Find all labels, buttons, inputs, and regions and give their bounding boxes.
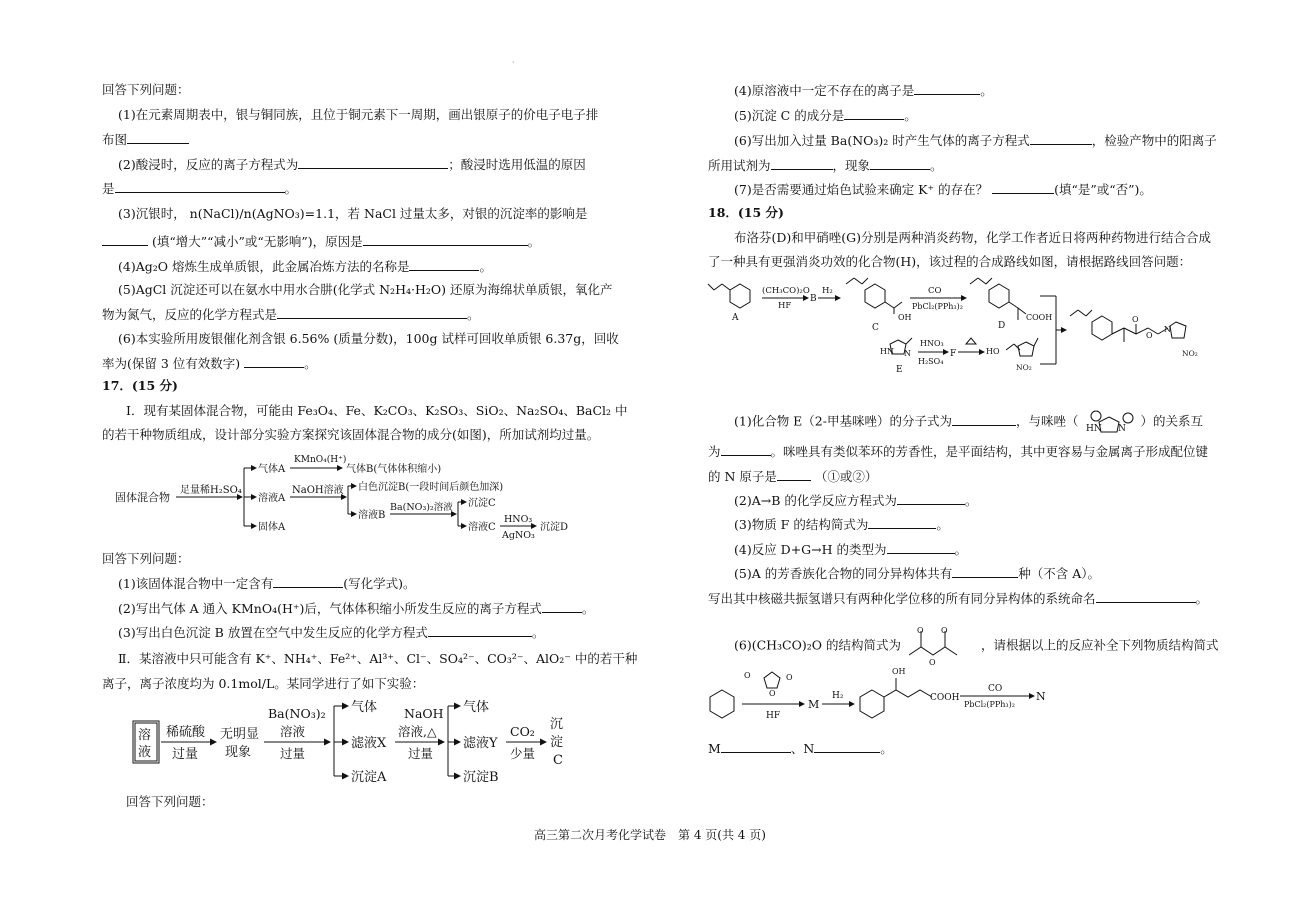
answer-blank[interactable]: [777, 468, 811, 481]
flow-reagent: Ba(NO₃)₂溶液: [390, 502, 453, 513]
answer-blank[interactable]: [244, 355, 304, 368]
answer-blank[interactable]: [721, 443, 771, 456]
flow-node: 沉淀C: [468, 498, 496, 509]
text-line: (3)沉银时， n(NaCl)/n(AgNO₃)=1.1，若 NaCl 过量太多，对银的沉淀率的影响是: [118, 206, 588, 221]
text-line: (2)A→B 的化学反应方程式为 。: [734, 493, 978, 508]
reagent: HF: [766, 711, 781, 721]
flow-node: 固体A: [258, 522, 286, 533]
flow-node: 气体B(气体体积缩小): [346, 464, 442, 475]
atom-label: HN: [1086, 424, 1103, 434]
flow-reagent: 少量: [510, 746, 536, 761]
text-line: 所用试剂为 ，现象 。: [708, 158, 943, 173]
text-line: (6)本实验所用废银催化剂含银 6.56% (质量分数)，100g 试样可回收单质银 6.37g，回收: [118, 331, 619, 346]
text-line: (5)A 的芳香族化合物的同分异构体共有 种（不含 A）。: [734, 566, 1100, 581]
reagent: H₂: [822, 286, 833, 296]
group-label: OH: [898, 313, 912, 322]
group-label: OH: [892, 667, 906, 676]
group-label: HN: [880, 347, 894, 356]
answer-blank[interactable]: [277, 306, 467, 319]
flow-node: 溶液B: [358, 510, 386, 521]
text-line: (填“增大”“减小”或“无影响”)，原因是 。: [102, 233, 540, 250]
atom-label: O: [786, 673, 793, 682]
answer-blank[interactable]: [1096, 590, 1196, 603]
flow-node: 溶液C: [468, 522, 496, 533]
flow-reagent: HNO₃: [504, 514, 533, 525]
question-heading: 18．(15 分): [708, 205, 784, 220]
answer-blank[interactable]: [542, 600, 582, 613]
group-label: NO₂: [1016, 363, 1032, 372]
flowchart-solution: [130, 696, 590, 786]
text-line: (5)沉淀 C 的成分是 。: [734, 108, 917, 123]
text-line: 回答下列问题：: [102, 82, 190, 97]
text-line: 回答下列问题：: [126, 794, 214, 809]
reagent: PbCl₂(PPh₃)₂: [912, 302, 963, 311]
reagent: PbCl₂(PPh₃)₂: [964, 700, 1015, 709]
compound-label: E: [896, 365, 903, 375]
answer-blank[interactable]: [115, 180, 285, 193]
reagent: H₂SO₄: [918, 357, 944, 366]
text-line: (4)原溶液中一定不存在的离子是 。: [734, 83, 993, 98]
flow-node: 白色沉淀B(一段时间后颜色加深): [358, 482, 504, 493]
text-line: 的 N 原子是 （①或②）: [708, 469, 878, 484]
answer-blank[interactable]: [887, 541, 955, 554]
flow-node: 气体: [351, 700, 378, 715]
answer-blank[interactable]: [298, 156, 448, 169]
text-line: (6)(CH₃CO)₂O 的结构简式为 O O O ，请根据以上的反应补全下列物质结构简式: [734, 626, 1219, 667]
flow-reagent: KMnO₄(H⁺): [294, 455, 347, 465]
flow-reagent: NaOH溶液: [292, 485, 344, 496]
text-line: 为 。咪唑具有类似苯环的芳香性，是平面结构，其中更容易与金属离子形成配位键: [708, 444, 1209, 459]
group-label: COOH: [1026, 313, 1053, 322]
atom-label: O: [940, 626, 948, 635]
text-line: 回答下列问题：: [102, 551, 190, 566]
flow-node: 溶液A: [258, 493, 286, 504]
group-label: COOH: [930, 693, 960, 703]
flowchart-solid-mixture: [110, 450, 590, 545]
answer-blank[interactable]: [409, 258, 479, 271]
text-line: (2)写出气体 A 通入 KMnO₄(H⁺)后，气体体积缩小所发生反应的离子方程式 。: [118, 601, 595, 616]
answer-blank[interactable]: [897, 492, 965, 505]
text-line: (3)物质 F 的结构简式为 。: [734, 517, 949, 532]
atom-label: O: [744, 671, 751, 680]
text-line: Ⅱ．某溶液中只可能含有 K⁺、NH₄⁺、Fe²⁺、Al³⁺、Cl⁻、SO₄²⁻、CO₃²⁻、AlO₂⁻ 中的若干种: [118, 651, 638, 666]
group-label: HO: [986, 347, 1000, 356]
flow-node: 无明显: [220, 727, 260, 742]
compound-label: A: [732, 313, 739, 323]
flow-node: 气体A: [258, 464, 286, 475]
question-heading: 17．(15 分): [102, 378, 178, 393]
flow-reagent: 过量: [280, 746, 306, 761]
answer-blank[interactable]: [844, 107, 904, 120]
flow-reagent: CO₂: [510, 724, 535, 739]
atom-label: O: [916, 626, 924, 635]
answer-blank[interactable]: [1030, 132, 1092, 145]
text-line: 写出其中核磁共振氢谱只有两种化学位移的所有同分异构体的系统命名 。: [708, 591, 1209, 606]
reagent: HF: [778, 301, 792, 311]
flow-reagent: 过量: [408, 746, 434, 761]
text-line: 的若干种物质组成，设计部分实验方案探究该固体混合物的成分(如图)，所加试剂均过量。: [102, 427, 600, 442]
text-line: 离子，离子浓度均为 0.1mol/L。某同学进行了如下实验：: [102, 676, 425, 691]
answer-blank[interactable]: [428, 624, 532, 637]
answer-blank[interactable]: [273, 575, 343, 588]
answer-blank[interactable]: [363, 233, 528, 246]
reaction-scheme-mn: [704, 660, 1074, 730]
flow-node: 滤液Y: [463, 736, 498, 751]
flow-node: 现象: [225, 745, 252, 760]
flow-node: 沉淀A: [351, 770, 387, 785]
answer-blank[interactable]: [814, 740, 880, 753]
answer-blank[interactable]: [914, 82, 980, 95]
text-line: (1)该固体混合物中一定含有 (写化学式)。: [118, 576, 416, 591]
group-label: O: [1146, 331, 1153, 340]
answer-blank[interactable]: [102, 233, 148, 246]
imidazole-structure: [1082, 409, 1136, 435]
text-line: 布洛芬(D)和甲硝唑(G)分别是两种消炎药物，化学工作者近日将两种药物进行结合合成: [734, 230, 1212, 245]
flow-node: 淀: [550, 735, 564, 750]
group-label: N: [904, 349, 911, 358]
flow-reagent: 溶液: [280, 724, 306, 739]
text-line: (1)化合物 E（2-甲基咪唑）的分子式为 ，与咪唑（ HN N ）的关系互: [734, 409, 1203, 435]
text-line: (4)反应 D+G→H 的类型为 。: [734, 542, 968, 557]
flow-reagent: 足量稀H₂SO₄: [180, 485, 242, 496]
group-label: N: [1164, 325, 1171, 334]
compound-label: N: [1036, 690, 1046, 703]
reagent: H₂: [832, 691, 844, 701]
text-line: (2)酸浸时，反应的离子方程式为 ；酸浸时选用低温的原因: [118, 157, 586, 172]
speck: ·: [512, 58, 515, 67]
reagent: CO: [928, 286, 942, 296]
page-footer: 高三第二次月考化学试卷 第 4 页(共 4 页): [534, 828, 766, 842]
answer-blank[interactable]: [870, 157, 930, 170]
compound-label: M: [808, 698, 820, 711]
flow-node: 沉淀D: [540, 522, 569, 533]
flow-node: 固体混合物: [115, 491, 170, 504]
compound-label: F: [950, 349, 957, 359]
compound-label: D: [998, 321, 1006, 331]
answer-blank[interactable]: [127, 131, 189, 144]
flow-node: 气体: [463, 700, 490, 715]
answer-blank[interactable]: [952, 565, 1018, 578]
text-line: M 、N 。: [708, 741, 893, 756]
text-line: 了一种具有更强消炎功效的化合物(H)，该过程的合成路线如图，请根据路线回答问题：: [708, 254, 1192, 269]
text-line: (7)是否需要通过焰色试验来确定 K⁺ 的存在？ (填“是”或“否”)。: [734, 182, 1152, 197]
flow-reagent: AgNO₃: [502, 530, 535, 541]
compound-label: C: [872, 323, 879, 333]
answer-blank[interactable]: [868, 516, 936, 529]
flow-reagent: 溶液,△: [398, 724, 437, 739]
reagent: HNO₃: [920, 339, 944, 348]
atom-label: O: [769, 689, 776, 698]
flow-node: 沉: [550, 717, 564, 732]
reagent: CO: [988, 684, 1003, 694]
flow-node: 沉淀B: [463, 770, 499, 785]
flow-node: 溶: [138, 728, 152, 743]
group-label: NO₂: [1182, 349, 1198, 358]
flow-reagent: 过量: [172, 747, 199, 762]
text-line: (4)Ag₂O 熔炼生成单质银，此金属冶炼方法的名称是 。: [118, 259, 492, 274]
atom-label: N: [1118, 424, 1127, 434]
text-line: Ⅰ．现有某固体混合物，可能由 Fe₃O₄、Fe、K₂CO₃、K₂SO₃、SiO₂、Na₂SO₄、BaCl₂ 中: [126, 403, 628, 418]
text-line: (3)写出白色沉淀 B 放置在空气中发生反应的化学方程式 。: [118, 625, 545, 640]
text-line: (5)AgCl 沉淀还可以在氨水中用水合肼(化学式 N₂H₄·H₂O) 还原为海绵状单质银，氧化产: [118, 282, 613, 297]
synthesis-route-scheme: [700, 272, 1200, 387]
text-line: 布图: [102, 131, 189, 148]
text-line: (6)写出加入过量 Ba(NO₃)₂ 时产生气体的离子方程式 ，检验产物中的阳离子: [734, 133, 1217, 148]
flow-node: C: [553, 753, 563, 768]
text-line: 率为(保留 3 位有效数字) 。: [102, 356, 317, 371]
reagent: (CH₃CO)₂O: [762, 286, 810, 296]
answer-blank[interactable]: [992, 181, 1054, 194]
answer-blank[interactable]: [952, 413, 1016, 426]
flow-node: 液: [138, 745, 152, 760]
flow-reagent: Ba(NO₃)₂: [268, 706, 326, 721]
group-label: O: [1132, 315, 1139, 324]
atom-label: O: [928, 658, 936, 667]
text-line: (1)在元素周期表中，银与铜同族，且位于铜元素下一周期，画出银原子的价电子电子排: [118, 107, 599, 122]
text-line: 物为氮气，反应的化学方程式是 。: [102, 307, 480, 322]
flow-node: 滤液X: [351, 736, 387, 751]
answer-blank[interactable]: [771, 157, 833, 170]
compound-label: B: [810, 294, 817, 304]
answer-blank[interactable]: [721, 740, 791, 753]
flow-reagent: 稀硫酸: [166, 725, 206, 740]
text-line: 是 。: [102, 181, 298, 196]
flow-reagent: NaOH: [404, 706, 444, 721]
